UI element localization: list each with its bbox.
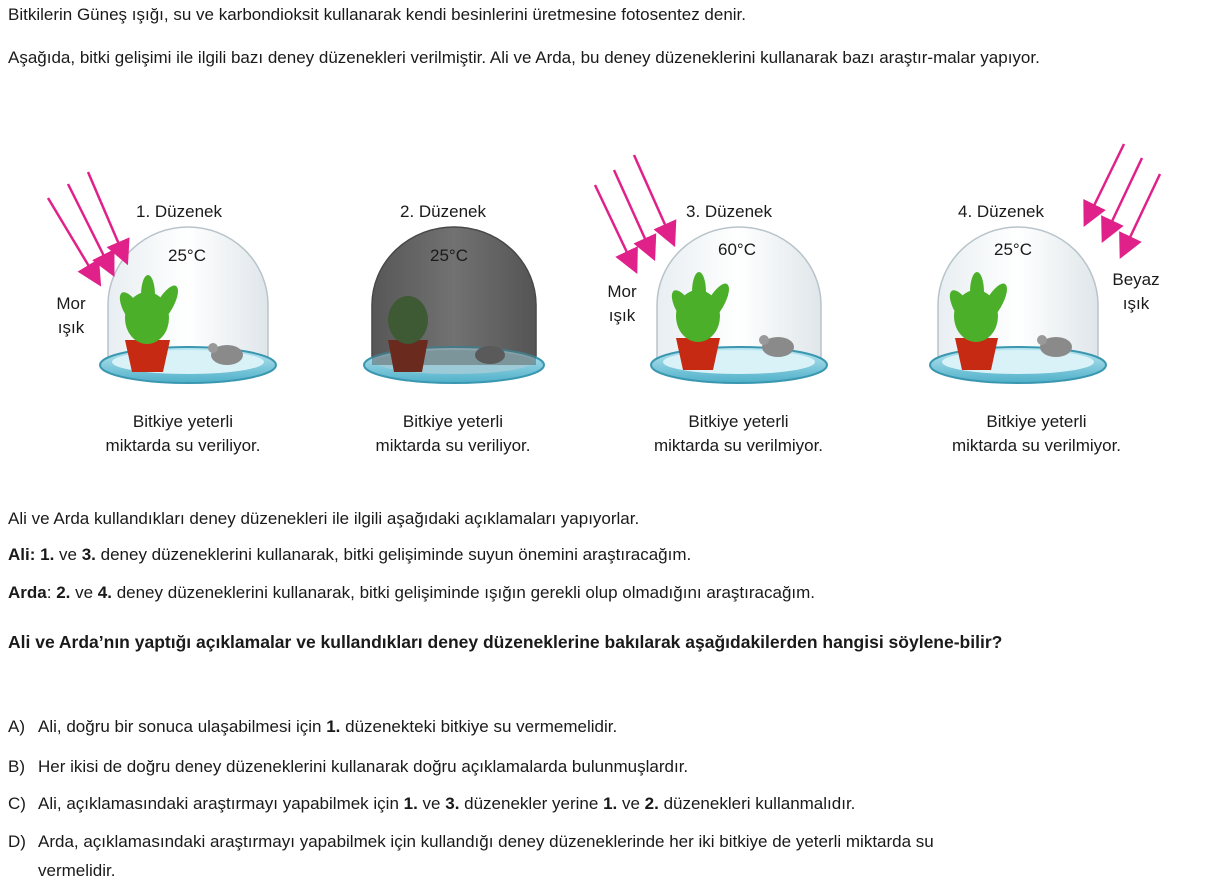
setup-4-caption: Bitkiye yeterli miktarda su verilmiyor. (951, 412, 1122, 455)
setup-3-light: Mor ışık (607, 282, 637, 325)
option-a[interactable]: A) Ali, doğru bir sonuca ulaşabilmesi için 1. düzenekteki bitkiye su vermemelidir. (8, 717, 618, 736)
setup-1-light: Mor ışık (56, 294, 86, 337)
intro-line-1: Bitkilerin Güneş ışığı, su ve karbondioksit kullanarak kendi besinlerini üretmesine fotosentez denir. (8, 5, 746, 24)
plant-icon-dark (388, 296, 428, 344)
option-b[interactable]: B) Her ikisi de doğru deney düzeneklerini kullanarak doğru açıklamalarda bulunmuşlardır. (8, 757, 689, 776)
setup-3-graphic (595, 155, 827, 383)
statements-intro: Ali ve Arda kullandıkları deney düzenekleri ile ilgili aşağıdaki açıklamaları yapıyorlar. (8, 509, 640, 528)
question-text: Ali ve Arda’nın yaptığı açıklamalar ve kullandıkları deney düzeneklerine bakılarak aşağıdakilerden hangisi söylene-bilir? (8, 632, 1003, 652)
pot-icon (955, 338, 998, 370)
setup-1-caption: Bitkiye yeterli miktarda su veriliyor. (105, 412, 261, 455)
setup-1-title: 1. Düzenek (136, 202, 222, 221)
pot-icon (125, 340, 170, 372)
setup-2-title: 2. Düzenek (400, 202, 486, 221)
setup-2-caption: Bitkiye yeterli miktarda su veriliyor. (375, 412, 531, 455)
arda-statement: Arda: 2. ve 4. deney düzeneklerini kullanarak, bitki gelişiminde ışığın gerekli olup olmadığını araştıracağım. (8, 583, 816, 602)
option-d[interactable]: D) Arda, açıklamasındaki araştırmayı yapabilmek için kullandığı deney düzeneklerinde her iki bitkiye de yeterli miktarda su vermelidir. (8, 832, 934, 880)
intro-line-2: Aşağıda, bitki gelişimi ile ilgili bazı deney düzenekleri verilmiştir. Ali ve Arda, bu deney düzeneklerini kullanarak bazı araştır-malar yapıyor. (8, 48, 1040, 67)
setup-3-temp: 60°C (718, 240, 756, 259)
setup-3-caption: Bitkiye yeterli miktarda su verilmiyor. (653, 412, 824, 455)
pot-icon (676, 338, 720, 370)
ali-statement: Ali: 1. ve 3. deney düzeneklerini kullanarak, bitki gelişiminde suyun önemini araştıracağım. (8, 545, 692, 564)
option-c[interactable]: C) Ali, açıklamasındaki araştırmayı yapabilmek için 1. ve 3. düzenekler yerine 1. ve 2. düzenekleri kullanmalıdır. (8, 794, 856, 813)
setup-1-temp: 25°C (168, 246, 206, 265)
mouse-icon-dark (475, 346, 505, 364)
setup-4-title: 4. Düzenek (958, 202, 1044, 221)
setup-4-temp: 25°C (994, 240, 1032, 259)
experiment-setups (0, 140, 1219, 470)
setup-2-temp: 25°C (430, 246, 468, 265)
setup-4-light: Beyaz ışık (1112, 270, 1160, 313)
setup-3-title: 3. Düzenek (686, 202, 772, 221)
setup-4-graphic (930, 144, 1160, 383)
pot-icon-dark (388, 340, 428, 372)
